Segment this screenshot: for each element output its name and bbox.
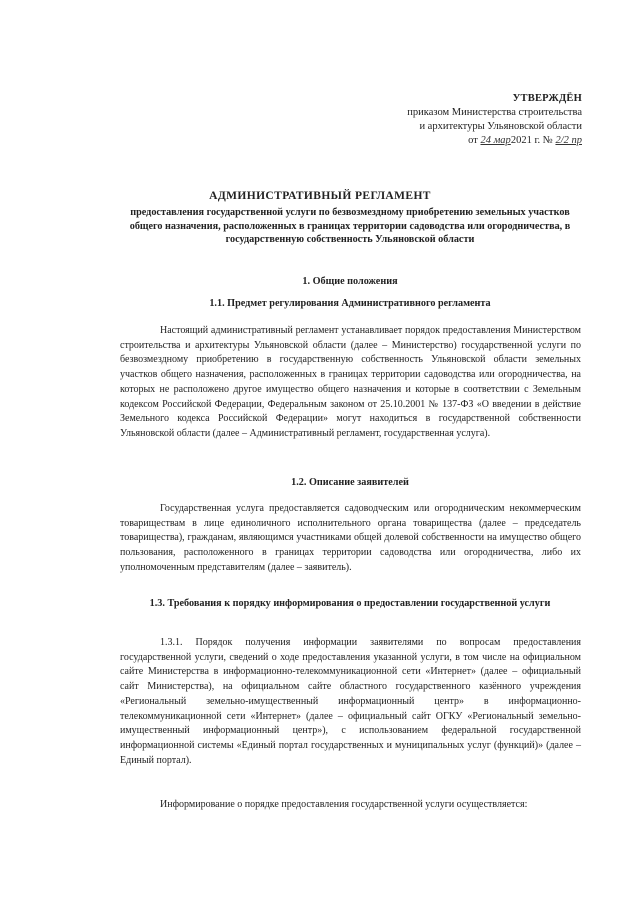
section-1-heading: 1. Общие положения bbox=[302, 276, 398, 287]
approval-line-1: приказом Министерства строительства bbox=[407, 107, 582, 118]
approval-line-2: и архитектуры Ульяновской области bbox=[419, 121, 582, 132]
section-1-3-1-paragraph: 1.3.1. Порядок получения информации заявителями по вопросам предоставления государственной услуги, сведений о ходе предоставления указанной услуги, в том числе на официальном сайте Министерства в информационно-телекоммуникационной сети «Интернет» (далее – официальный сайт Министерства), на официальном сайте областного государственного казённого учреждения «Региональный земельно-имущественный информационный центр» в информационно-телекоммуникационной сети «Интернет» (далее – официальный сайт ОГКУ «Региональный земельно-имущественный информационный центр»), с использованием федеральной государственной информационной системы «Единый портал государственных и муниципальных услуг (функций)» (далее – Единый портал). bbox=[120, 637, 581, 766]
document-subtitle: предоставления государственной услуги по безвозмездному приобретению земельных участков общего назначения, расположенных в границах территории садоводства или огородничества, в государственную собственность Ульяновской области bbox=[129, 207, 571, 246]
section-1-1-heading: 1.1. Предмет регулирования Административного регламента bbox=[209, 298, 491, 309]
approval-title: УТВЕРЖДЁН bbox=[512, 93, 582, 104]
section-1-1-paragraph: Настоящий административный регламент устанавливает порядок предоставления Министерством строительства и архитектуры Ульяновской области (далее – Министерство) государственной услуги по безвозмездному приобретению в государственную собственность Ульяновской области земельных участков общего назначения, расположенных в границах территории садоводства или огородничества, на которых не расположено другое имущество общего назначения и которые в соответствии с Земельным кодексом Российской Федерации, Федеральным законом от 25.10.2001 № 137-ФЗ «О введении в действие Земельного кодекса Российской Федерации» могут находиться в государственной собственности Ульяновской области (далее – Административный регламент, государственная услуга). bbox=[120, 325, 581, 439]
approval-date-prefix: от bbox=[468, 135, 478, 146]
approval-date-suffix: 2021 г. № bbox=[510, 135, 553, 146]
approval-stamp-block bbox=[407, 92, 582, 148]
approval-number-handwritten: 2/2 пр bbox=[555, 135, 582, 146]
section-1-3-heading: 1.3. Требования к порядку информирования о предоставлении государственной услуги bbox=[149, 598, 551, 609]
approval-date-handwritten: 24 мар bbox=[480, 135, 511, 146]
section-1-2-heading: 1.2. Описание заявителей bbox=[291, 477, 409, 488]
section-1-3-informing-paragraph: Информирование о порядке предоставления государственной услуги осуществляется: bbox=[160, 799, 528, 810]
approval-date-line bbox=[407, 134, 582, 148]
section-1-2-paragraph: Государственная услуга предоставляется садоводческим или огородническим некоммерческим товариществам в лице единоличного исполнительного органа товарищества (далее – председатель товарищества), гражданам, являющимся участниками общей долевой собственности на имущество общего пользования, расположенного в границах территории садоводства или огородничества, либо их уполномоченным представителям (далее – заявитель). bbox=[120, 503, 581, 573]
document-title: АДМИНИСТРАТИВНЫЙ РЕГЛАМЕНТ bbox=[209, 190, 431, 202]
